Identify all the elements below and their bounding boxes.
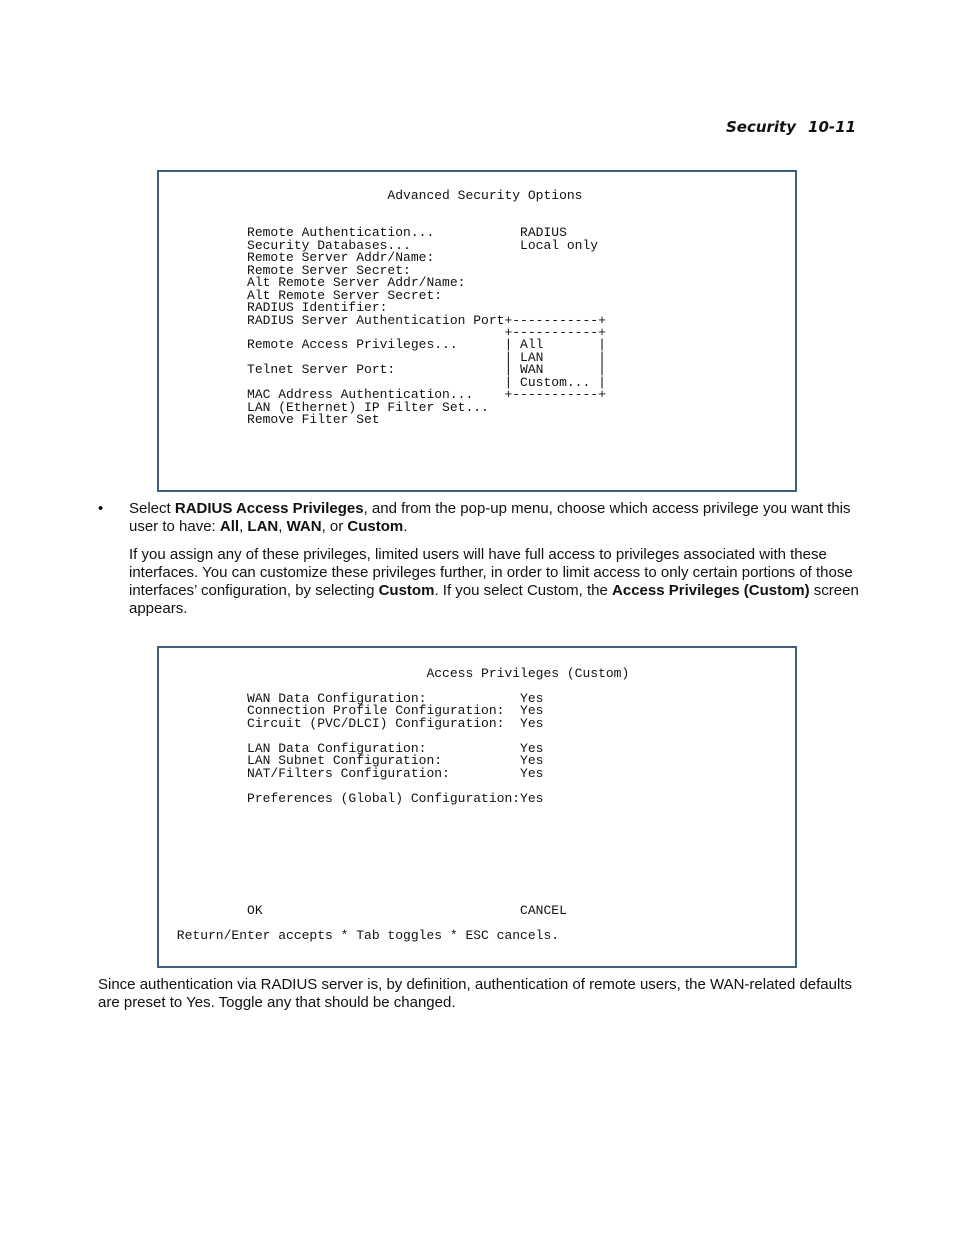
bold-text: Custom — [378, 582, 435, 599]
terminal-text: Access Privileges (Custom) WAN Data Configuration: Yes Connection Profile Configuration: Yes Circuit (PVC/DLCI) Configuration: Yes LAN Data Configuration: Yes LAN Subnet Configuration: Yes NAT/Filters Configuration: Yes Preferences (Global) Configuration:Yes OK CANCEL Return/Enter accepts * Tab toggles * ESC cancels. — [176, 666, 630, 943]
text: . — [403, 518, 408, 535]
bullet-mark: • — [98, 500, 104, 517]
text: , and from the pop-up menu, choose which access privilege you want this user to have: — [129, 500, 851, 535]
text: , — [239, 518, 248, 535]
bold-text: All — [219, 518, 240, 535]
bold-text: RADIUS Access Privileges — [174, 500, 364, 517]
text: , — [278, 518, 287, 535]
bold-text: LAN — [247, 518, 279, 535]
terminal-text: Advanced Security Options Remote Authentication... RADIUS Security Databases... Local only Remote Server Addr/Name: Remote Server Secret: Alt Remote Server Addr/Name: Alt Remote Server Secret: RADIUS Identifier: RADIUS Server Authentication Port+-----------+ +-----------+ Remote Access Privileges... | All | | LAN | Telnet Server Port: | WAN | | Custom... | MAC Address Authentication... +-----------+ LAN (Ethernet) IP Filter Set... Remove Filter Set — [247, 188, 606, 428]
bullet-paragraph — [129, 500, 859, 536]
page-header — [726, 118, 856, 136]
access-privileges-custom-screen — [157, 646, 797, 968]
closing-paragraph: Since authentication via RADIUS server is, by definition, authentication of remote users, the WAN-related defaults are preset to Yes. Toggle any that should be changed. — [98, 976, 852, 1011]
bold-text: Access Privileges (Custom) — [612, 582, 810, 599]
privileges-paragraph — [129, 546, 859, 618]
bold-text: WAN — [286, 518, 322, 535]
page-number: 10-11 — [808, 118, 856, 136]
section-title: Security — [725, 118, 797, 136]
text: If you assign any of these privileges, limited users will have full access to privileges associated with these interfaces. You can customize these privileges further, in order to limit access to only certain portions of those interfaces’ configuration, by selecting — [129, 546, 853, 599]
text: , or — [321, 518, 348, 535]
text: screen appears. — [129, 582, 859, 617]
text: . If you select Custom, the — [434, 582, 613, 599]
advanced-security-options-screen — [157, 170, 797, 492]
bold-text: Custom — [347, 518, 404, 535]
text: Select — [129, 500, 175, 517]
